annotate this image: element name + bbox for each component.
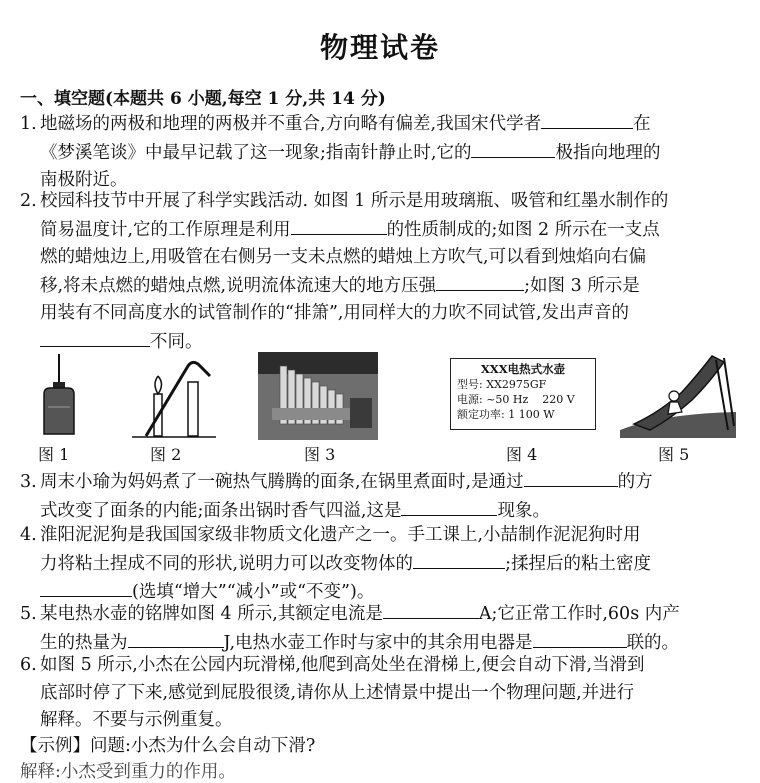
section-heading: 一、填空题(本题共 6 小题,每空 1 分,共 14 分) [20, 89, 386, 109]
answer-blank[interactable] [533, 629, 627, 648]
answer-blank[interactable] [524, 468, 618, 487]
answer-blank[interactable] [401, 497, 497, 516]
question-5: 5. 某电热水壶的铭牌如图 4 所示,其额定电流是 A;它正常工作时,60s 内产 生的热量为 J,电热水壶工作时与家中的其余用电器是 联的。 [20, 600, 742, 657]
figure-caption: 图 4 [506, 445, 538, 464]
answer-blank[interactable] [40, 328, 150, 347]
answer-blank[interactable] [128, 629, 224, 648]
question-number: 6. [20, 655, 37, 675]
question-number: 5. [20, 604, 37, 624]
question-4: 4. 淮阳泥泥狗是我国国家级非物质文化遗产之一。手工课上,小喆制作泥泥狗时用 力将粘土捏成不同的形状,说明力可以改变物体的 ;揉捏后的粘土密度 (选填“增大”“减小”或“不变”)。 [20, 522, 742, 607]
question-number: 2. [20, 191, 37, 211]
answer-blank[interactable] [291, 216, 387, 235]
figure-caption: 图 2 [150, 445, 182, 464]
answer-blank[interactable] [471, 139, 555, 158]
question-number: 4. [20, 525, 37, 545]
figures-row [22, 352, 742, 467]
question-1: 1. 地磁场的两极和地理的两极并不重合,方向略有偏差,我国宋代学者 在 《梦溪笔谈》中最早记载了这一现象;指南针静止时,它的 极指向地理的 南极附近。 [20, 110, 742, 195]
question-number: 3. [20, 472, 37, 492]
figure-4-nameplate: XXX电热式水壶 型号: XX2975GF 电源: ~50 Hz 220 V 额定功率: 1 100 W [450, 358, 596, 430]
question-6: 6. 如图 5 所示,小杰在公园内玩滑梯,他爬到高处坐在滑梯上,便会自动下滑,当滑到 底部时停了下来,感觉到屁股很烫,请你从上述情景中提出一个物理问题,并进行 解释。不要与示例重复。 [20, 652, 742, 735]
answer-blank[interactable] [40, 578, 132, 597]
figure-caption: 图 1 [38, 445, 70, 464]
answer-blank[interactable] [541, 110, 633, 129]
question-2: 2. 校园科技节中开展了科学实践活动. 如图 1 所示是用玻璃瓶、吸管和红墨水制作的 简易温度计,它的工作原理是利用 的性质制成的;如图 2 所示在一支点 燃的蜡烛边上,用吸管在右侧另一支未点燃的蜡烛上方吹气,可以看到烛焰向右偏 移,将未点燃的蜡烛点燃,说明流体流速大的地方压强 ;如图 3 所示是 用装有不同高度水的试管制作的“排箫”,用同样大的力吹不同试管,发出声音的 不同。 [20, 188, 742, 356]
example-line: 【示例】问题:小杰为什么会自动下滑? [20, 736, 316, 756]
figure-caption: 图 5 [658, 445, 690, 464]
figure-3-pan-pipes-photo [258, 352, 378, 440]
answer-blank[interactable] [413, 550, 505, 569]
question-3: 3. 周末小瑜为妈妈煮了一碗热气腾腾的面条,在锅里煮面时,是通过 的方 式改变了面条的内能;面条出锅时香气四溢,这是 现象。 [20, 468, 742, 525]
question-number: 1. [20, 114, 37, 134]
figure-1-bottle-thermometer [36, 352, 82, 438]
page-title: 物理试卷 [319, 31, 440, 64]
figure-5-slide [620, 352, 736, 438]
answer-blank[interactable] [383, 600, 479, 619]
figure-2-candles [132, 352, 216, 438]
figure-caption: 图 3 [304, 445, 336, 464]
cut-off-line: 解释:小杰受到重力的作用。 [20, 762, 236, 782]
answer-blank[interactable] [436, 272, 524, 291]
